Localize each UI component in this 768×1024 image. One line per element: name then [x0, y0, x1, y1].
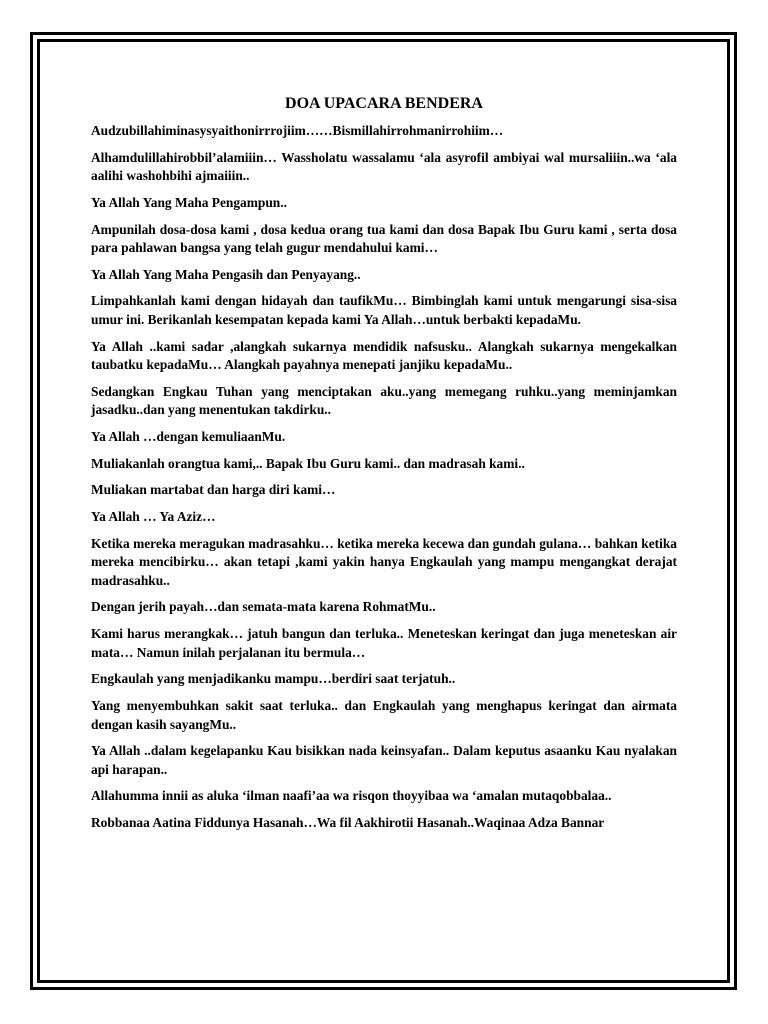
document-title: DOA UPACARA BENDERA	[285, 95, 483, 112]
paragraph: Ya Allah … Ya Aziz…	[91, 509, 216, 525]
paragraph: Ya Allah ..kami sadar ,alangkah sukarnya mendidik nafsusku.. Alangkah sukarnya mengekalkan taubatku kepadaMu… Alangkah payahnya menepati janjiku kepadaMu..	[91, 338, 677, 373]
paragraph: Yang menyembuhkan sakit saat terluka.. dan Engkaulah yang menghapus keringat dan airmata dengan kasih sayangMu..	[91, 698, 677, 732]
paragraph: Ampunilah dosa-dosa kami , dosa kedua orang tua kami dan dosa Bapak Ibu Guru kami , serta dosa para pahlawan bangsa yang telah gugur mendahului kami…	[91, 221, 677, 256]
paragraph-hamdalah: Alhamdulillahirobbil’alamiiin… Wassholatu wassalamu ‘ala asyrofil ambiyai wal mursaliiin..wa ‘ala aalihi washohbihi ajmaiiin..	[91, 149, 677, 184]
paragraph: Allahumma innii as aluka ‘ilman naafi’aa wa risqon thoyyibaa wa ‘amalan mutaqobbalaa..	[91, 788, 612, 804]
paragraph: Dengan jerih payah…dan semata-mata karena RohmatMu..	[91, 599, 436, 615]
paragraph-ta-awwudz: Audzubillahiminasysyaithonirrrojiim……Bismillahirrohmanirrohiim…	[91, 123, 504, 138]
paragraph: Ya Allah …dengan kemuliaanMu.	[91, 429, 286, 444]
paragraph: Ya Allah ..dalam kegelapanku Kau bisikkan nada keinsyafan.. Dalam keputus asaanku Kau nyalakan api harapan..	[91, 743, 677, 777]
paragraph: Engkaulah yang menjadikanku mampu…berdiri saat terjatuh..	[91, 671, 456, 687]
paragraph: Limpahkanlah kami dengan hidayah dan taufikMu… Bimbinglah kami untuk mengarungi sisa-sisa umur ini. Berikanlah kesempatan kepada kami Ya Allah…untuk berbakti kepadaMu.	[91, 293, 677, 327]
paragraph-closing: Robbanaa Aatina Fiddunya Hasanah…Wa fil Aakhirotii Hasanah..Waqinaa Adza Bannar	[91, 815, 605, 831]
paragraph: Ya Allah Yang Maha Pengasih dan Penyayang..	[91, 266, 361, 282]
paragraph: Muliakan martabat dan harga diri kami…	[91, 482, 336, 498]
document-body	[91, 94, 677, 841]
paragraph: Sedangkan Engkau Tuhan yang menciptakan aku..yang memegang ruhku..yang meminjamkan jasadku..dan yang menentukan takdirku..	[91, 383, 677, 418]
paragraph: Muliakanlah orangtua kami,.. Bapak Ibu Guru kami.. dan madrasah kami..	[91, 455, 525, 471]
paragraph: Ya Allah Yang Maha Pengampun..	[91, 194, 287, 210]
paragraph: Kami harus merangkak… jatuh bangun dan terluka.. Meneteskan keringat dan juga meneteskan air mata… Namun inilah perjalanan itu bermula…	[91, 626, 677, 660]
paragraph: Ketika mereka meragukan madrasahku… ketika mereka kecewa dan gundah gulana… bahkan ketika mereka mencibirku… akan tetapi ,kami yakin hanya Engkaulah yang mampu mengangkat derajat madrasahku..	[91, 535, 677, 588]
